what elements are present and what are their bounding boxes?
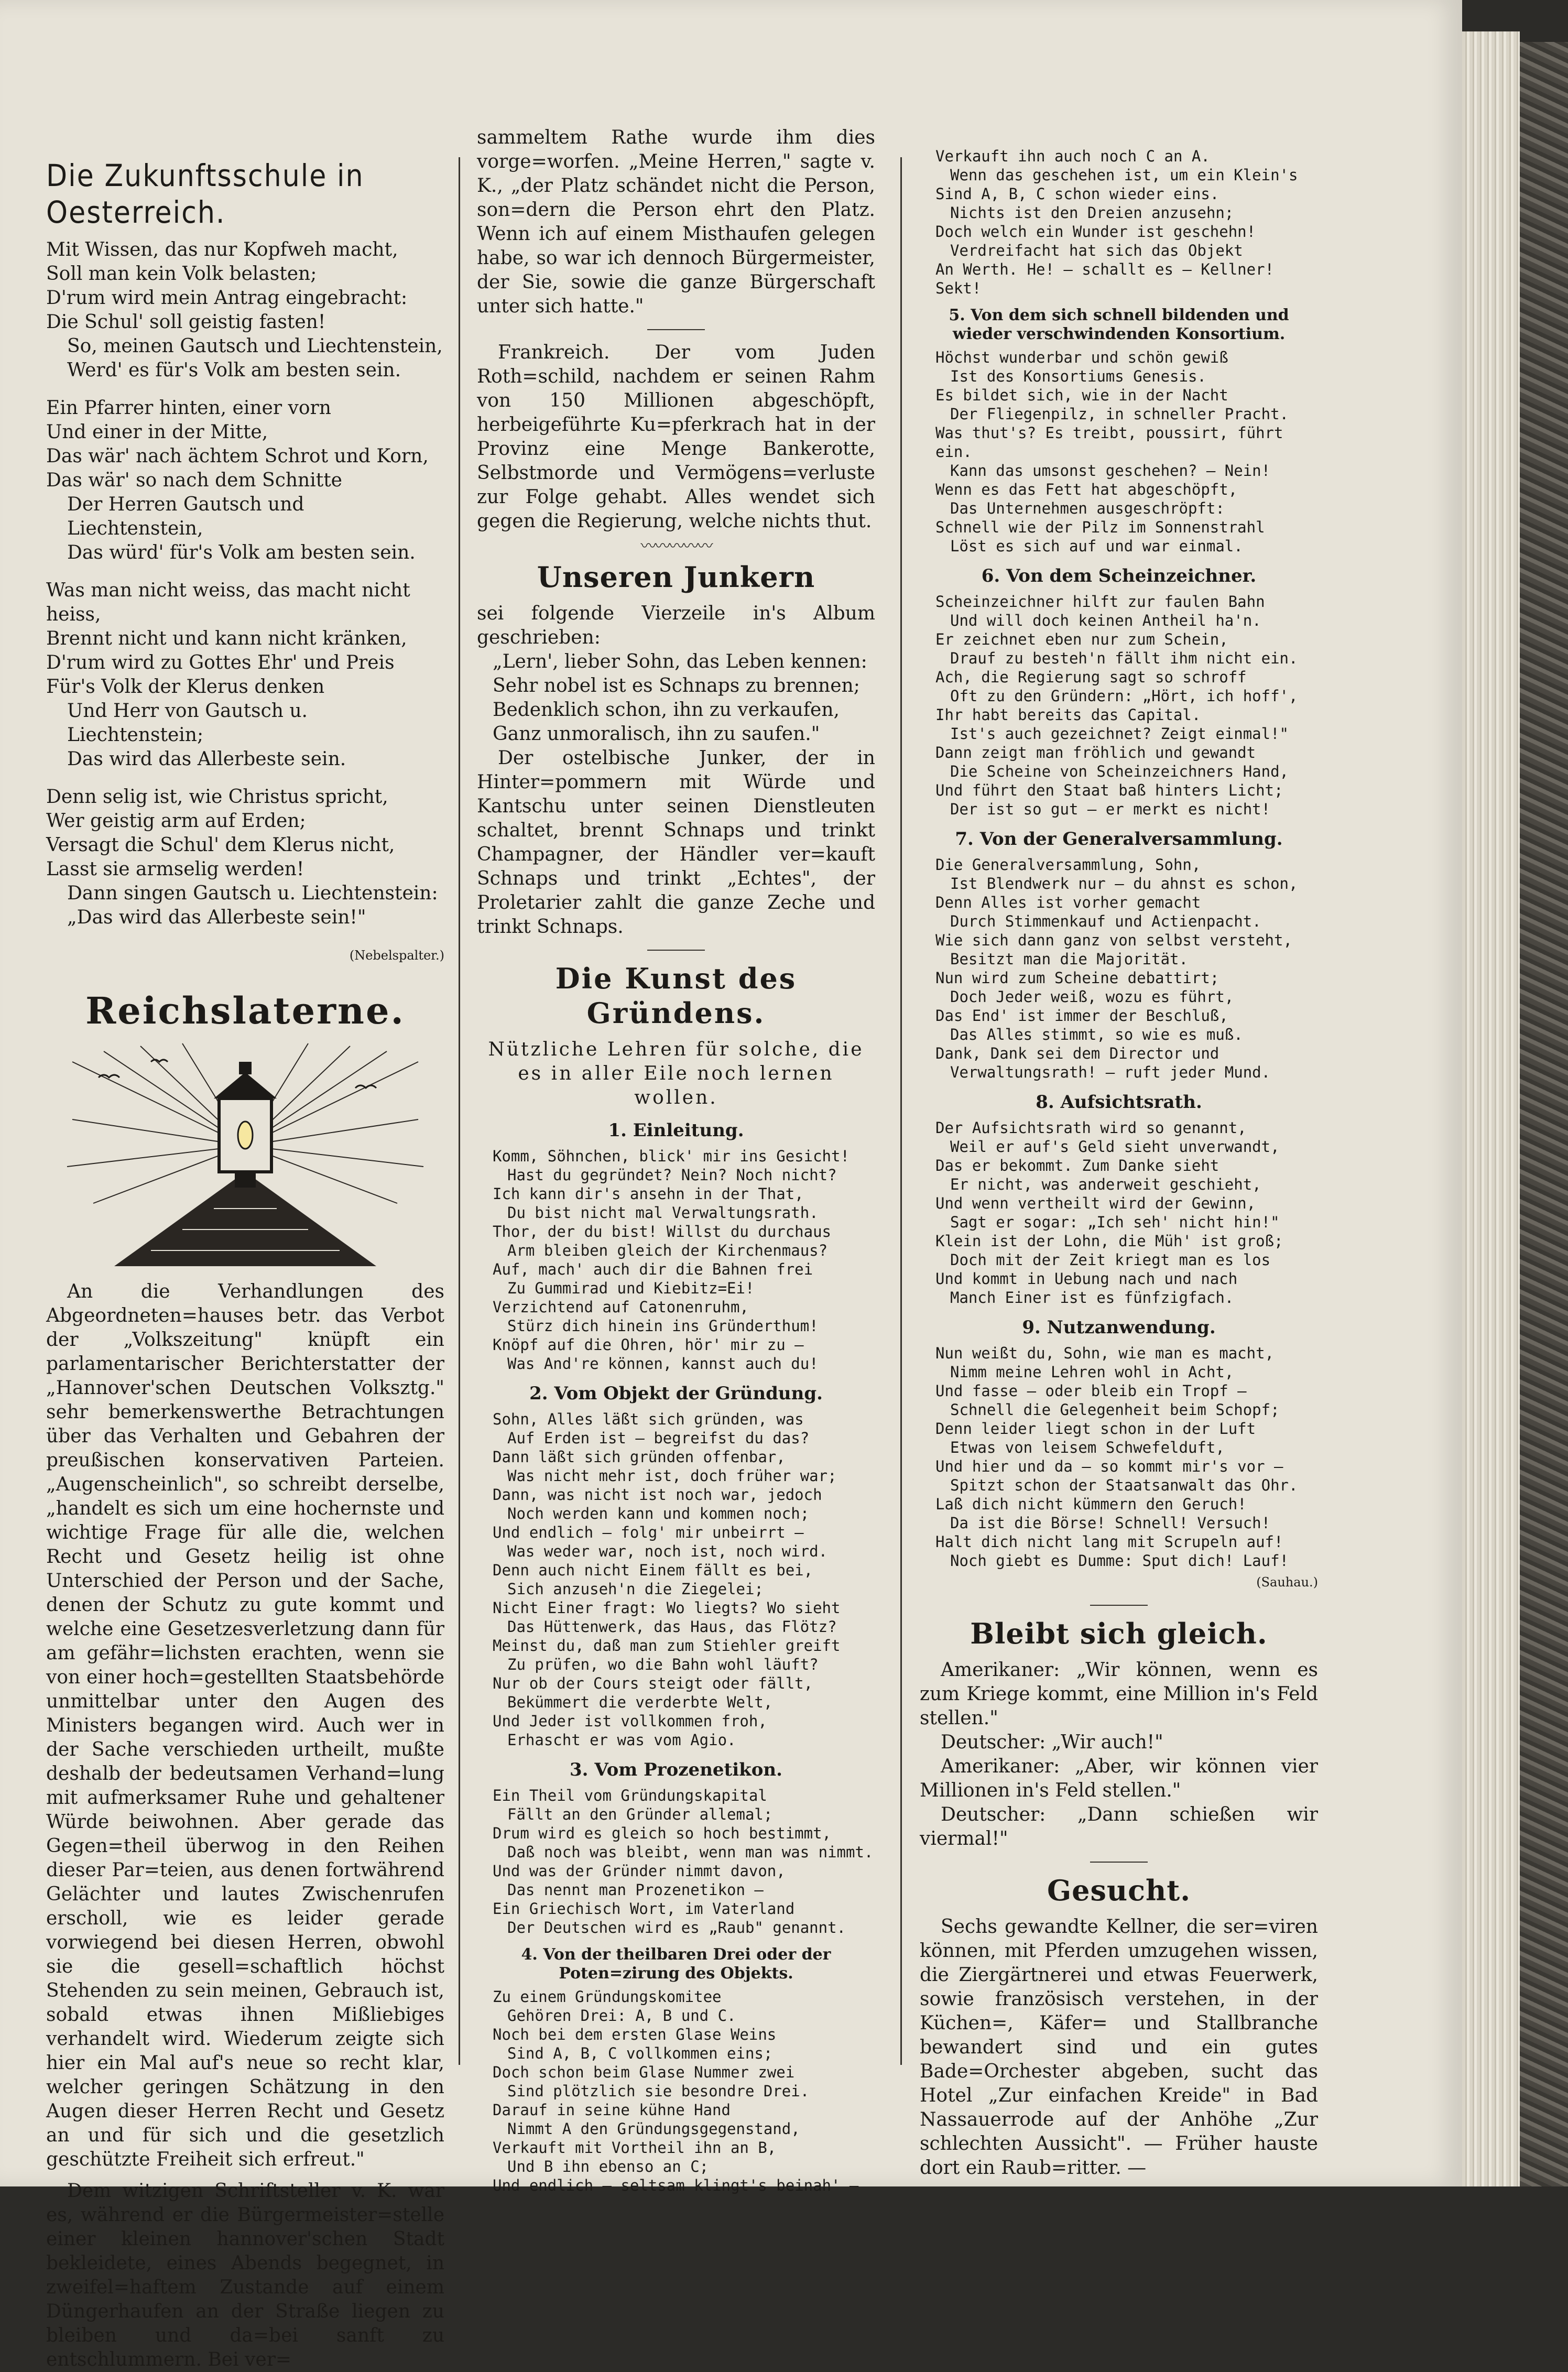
book-binding <box>1520 42 1568 2186</box>
verse-line: Und hier und da — so kommt mir's vor — <box>935 1457 1283 1475</box>
verse-line: Nun wird zum Scheine debattirt; <box>935 969 1219 987</box>
verse-line: Ein Theil vom Gründungskapital <box>493 1787 767 1804</box>
verse-line: Wie sich dann ganz von selbst versteht, <box>935 931 1292 949</box>
verse-theilbare-drei-cont <box>920 147 1318 298</box>
poem-stanza <box>46 238 444 383</box>
verse-einleitung <box>477 1147 875 1373</box>
verse-line: So, meinen Gautsch und Liechtenstein, <box>67 335 443 357</box>
separator <box>1090 1862 1148 1863</box>
verse-line: Nimm meine Lehren wohl in Acht, <box>950 1363 1234 1381</box>
verse-line: „Lern', lieber Sohn, das Leben kennen: <box>493 651 867 672</box>
verse-line: Scheinzeichner hilft zur faulen Bahn <box>935 593 1265 611</box>
verse-line: Soll man kein Volk belasten; <box>46 263 317 285</box>
junkern-intro: sei folgende Vierzeile in's Album geschrieben: <box>477 603 875 648</box>
column-3 <box>920 126 1318 2180</box>
verse-line: Thor, der du bist! Willst du durchaus <box>493 1223 832 1241</box>
section-title: 5. Von dem sich schnell bildenden und wieder verschwindenden Konsortium. <box>949 306 1289 343</box>
verse-line: Deutscher: „Wir auch!" <box>941 1732 1163 1753</box>
verse-line: Du bist nicht mal Verwaltungsrath. <box>507 1204 819 1222</box>
section-title: 2. Vom Objekt der Gründung. <box>529 1383 823 1404</box>
verse-line: Bedenklich schon, ihn zu verkaufen, <box>493 699 840 721</box>
headline-kunst-des-gruendens: Die Kunst des Gründens. <box>555 962 797 1030</box>
junkern-verse <box>477 650 875 746</box>
verse-nutzanwendung <box>920 1344 1318 1570</box>
verse-line: Der Fliegenpilz, in schneller Pracht. <box>950 405 1289 423</box>
verse-line: Das wär' so nach dem Schnitte <box>46 470 342 491</box>
verse-line: Das Hüttenwerk, das Haus, das Flötz? <box>507 1618 837 1636</box>
verse-line: Höchst wunderbar und schön gewiß <box>935 349 1228 366</box>
verse-line: Nimmt A den Gründungsgegenstand, <box>507 2120 800 2138</box>
verse-line: Und B ihn ebenso an C; <box>507 2158 709 2175</box>
verse-line: Oft zu den Gründern: „Hört, ich hoff', <box>950 687 1298 705</box>
verse-line: Amerikaner: „Aber, wir können vier Millionen in's Feld stellen." <box>920 1756 1318 1801</box>
verse-line: Erhascht er was vom Agio. <box>507 1731 736 1749</box>
verse-line: Schnell die Gelegenheit beim Schopf; <box>950 1401 1280 1419</box>
verse-scheinzeichner <box>920 592 1318 819</box>
verse-line: Drauf zu besteh'n fällt ihm nicht ein. <box>950 649 1298 667</box>
verse-line: Noch giebt es Dumme: Sput dich! Lauf! <box>950 1552 1289 1570</box>
column-1 <box>46 126 444 2372</box>
verse-line: Und führt den Staat baß hinters Licht; <box>935 781 1283 799</box>
verse-line: Und Herr von Gautsch u. Liechtenstein; <box>67 700 308 746</box>
verse-line: Ich kann dir's ansehn in der That, <box>493 1185 804 1203</box>
verse-line: Brennt nicht und kann nicht kränken, <box>46 628 407 649</box>
verse-line: Gehören Drei: A, B und C. <box>507 2007 736 2025</box>
verse-line: Der Aufsichtsrath wird so genannt, <box>935 1119 1247 1137</box>
verse-line: Es bildet sich, wie in der Nacht <box>935 386 1228 404</box>
verse-line: Sehr nobel ist es Schnaps zu brennen; <box>493 675 860 697</box>
verse-line: Sind A, B, C schon wieder eins. <box>935 185 1219 203</box>
article-gesucht: Sechs gewandte Kellner, die ser=viren können, mit Pferden umzugehen wissen, die Ziergärtnerei und etwas Feuerwerk, sowie französisch verstehen, in der Küchen=, Käfer= und Stallbranche bewandert sind und ein gutes Bade=Orchester abgeben, sucht das Hotel „Zur einfachen Kreide" in Bad Nassauerrode auf der Anhöhe „Zur schlechten Aussicht". — Früher hauste dort ein Raub=ritter. — <box>920 1916 1318 2179</box>
article-reichslaterne-p1: An die Verhandlungen des Abgeordneten=hauses betr. das Verbot der „Volkszeitung" knüpft ein parlamentarischer Berichterstatter der „Hannover'schen Deutschen Volksztg." sehr bemerkenswerthe Betrachtungen über das Verhalten und Gebahren der preußischen konservativen Parteien. „Augenscheinlich", so schreibt derselbe, „handelt es sich um eine hochernste und wichtige Frage für alle die, welchen Recht und Gesetz heilig ist ohne Unterschied der Person und der Sache, denen der Schutz zu gute kommt und welche eine Gesetzesverletzung dann für am gefähr=lichsten erachten, wenn sie von einer hoch=gestellten Staatsbehörde unmittelbar unter den Augen des Ministers begangen wird. Auch wer in der Sache verschieden urtheilt, mußte deshalb der bedeutsamen Verhand=lung mit aufmerksamer Ruhe und gehaltener Würde beiwohnen. Aber gerade das Gegen=theil überwog in den Reihen dieser Par=teien, aus denen fortwährend Gelächter und lautes Zwischenrufen erscholl, wie es leider gerade vorwiegend bei diesen Herren, obwohl sie die gesell=schaftlich höchst Stehenden zu sein meinen, Gebrauch ist, sobald etwas ihnen Mißliebiges verhandelt wird. Wiederum zeigte sich hier ein Mal auf's neue so recht klar, welcher geringen Schätzung in den Augen dieser Herren Recht und Gesetz an und für sich und die gesetzlich geschützte Freiheit sich erfreut." <box>46 1281 444 2170</box>
verse-line: Der Herren Gautsch und Liechtenstein, <box>67 494 304 539</box>
verse-line: Weil er auf's Geld sieht unverwandt, <box>950 1138 1280 1156</box>
separator <box>647 329 705 330</box>
verse-line: Klein ist der Lohn, die Müh' ist groß; <box>935 1232 1283 1250</box>
verse-line: Was weder war, noch ist, noch wird. <box>507 1542 828 1560</box>
verse-theilbare-drei <box>477 1987 875 2195</box>
verse-line: Dann, was nicht ist noch war, jedoch <box>493 1486 822 1504</box>
verse-aufsichtsrath <box>920 1118 1318 1307</box>
verse-line: An Werth. He! — schallt es — Kellner! Sekt! <box>935 260 1275 297</box>
verse-line: Das wär' nach ächtem Schrot und Korn, <box>46 445 429 467</box>
verse-line: Darauf in seine kühne Hand <box>493 2101 731 2119</box>
verse-line: Halt dich nicht lang mit Scrupeln auf! <box>935 1533 1283 1551</box>
verse-line: Meinst du, daß man zum Stiehler greift <box>493 1637 841 1655</box>
verse-generalversammlung <box>920 855 1318 1082</box>
verse-objekt <box>477 1410 875 1749</box>
verse-line: Und Jeder ist vollkommen froh, <box>493 1712 767 1730</box>
verse-line: Doch Jeder weiß, wozu es führt, <box>950 988 1234 1006</box>
verse-line: Und einer in der Mitte, <box>46 421 268 443</box>
article-continued: sammeltem Rathe wurde ihm dies vorge=worfen. „Meine Herren," sagte v. K., „der Platz schändet nicht die Person, son=dern die Person ehrt den Platz. Wenn ich auf einem Misthaufen gelegen habe, so war ich dennoch Bürgermeister, der Sie, sowie die ganze Bürgerschaft unter sich hatte." <box>477 127 875 317</box>
verse-line: Er zeichnet eben nur zum Schein, <box>935 630 1228 648</box>
article-reichslaterne-p2: Dem witzigen Schriftsteller v. K. war es, während er die Bürgermeister=stelle einer kleinen hannover'schen Stadt bekleidete, eines Abends begegnet, in zweifel=haftem Zustande auf einem Düngerhaufen an der Straße liegen zu bleiben und da=bei sanft zu entschlummern. Bei ver= <box>46 2180 444 2370</box>
separator <box>647 950 705 951</box>
verse-line: Verzichtend auf Catonenruhm, <box>493 1298 749 1316</box>
headline-gesucht: Gesucht. <box>1047 1874 1191 1907</box>
verse-line: Ein Pfarrer hinten, einer vorn <box>46 397 331 419</box>
verse-line: Er nicht, was anderweit geschieht, <box>950 1176 1261 1193</box>
kunst-subtitle: Nützliche Lehren für solche, die es in aller Eile noch lernen wollen. <box>488 1039 864 1108</box>
verse-line: Arm bleiben gleich der Kirchenmaus? <box>507 1242 828 1259</box>
source-credit: (Sauhau.) <box>1256 1575 1318 1590</box>
verse-line: Und endlich — folg' mir unbeirrt — <box>493 1524 804 1541</box>
headline-bleibt-sich-gleich: Bleibt sich gleich. <box>970 1617 1268 1650</box>
verse-line: Etwas von leisem Schwefelduft, <box>950 1439 1225 1456</box>
verse-line: Daß noch was bleibt, wenn man was nimmt. <box>507 1843 874 1861</box>
verse-line: Lasst sie armselig werden! <box>46 858 304 880</box>
source-credit: (Nebelspalter.) <box>349 948 444 963</box>
lantern-illustration <box>62 1041 429 1266</box>
headline-junkern: Unseren Junkern <box>537 560 815 594</box>
verse-line: Hast du gegründet? Nein? Noch nicht? <box>507 1166 837 1184</box>
verse-line: Was And're können, kannst auch du! <box>507 1355 819 1373</box>
poem-zukunftsschule <box>46 238 444 930</box>
verse-line: Dann zeigt man fröhlich und gewandt <box>935 744 1256 761</box>
verse-line: Nun weißt du, Sohn, wie man es macht, <box>935 1344 1275 1362</box>
poem-stanza <box>46 579 444 771</box>
section-title: 6. Von dem Scheinzeichner. <box>981 565 1257 586</box>
verse-line: Zu Gummirad und Kiebitz=Ei! <box>507 1279 755 1297</box>
verse-line: Werd' es für's Volk am besten sein. <box>67 360 401 381</box>
verse-line: Versagt die Schul' dem Klerus nicht, <box>46 834 395 856</box>
section-title: 4. Von der theilbaren Drei oder der Poten=zirung des Objekts. <box>521 1945 831 1983</box>
verse-line: Das würd' für's Volk am besten sein. <box>67 542 416 563</box>
verse-line: Ein Griechisch Wort, im Vaterland <box>493 1900 795 1918</box>
section-title: 1. Einleitung. <box>608 1120 744 1141</box>
verse-line: Das er bekommt. Zum Danke sieht <box>935 1157 1219 1174</box>
verse-line: Bekümmert die verderbte Welt, <box>507 1693 773 1711</box>
verse-line: Und fasse — oder bleib ein Tropf — <box>935 1382 1247 1400</box>
verse-line: Was thut's? Es treibt, poussirt, führt ein. <box>935 424 1283 461</box>
headline-reichslaterne: Reichslaterne. <box>85 989 405 1032</box>
verse-prozenetikon <box>477 1786 875 1937</box>
verse-line: Durch Stimmenkauf und Actienpacht. <box>950 912 1261 930</box>
verse-line: Da ist die Börse! Schnell! Versuch! <box>950 1514 1271 1532</box>
verse-line: Und endlich — seltsam klingt's beinah' — <box>493 2177 859 2194</box>
verse-line: Deutscher: „Dann schießen wir viermal!" <box>920 1804 1318 1849</box>
section-title: 9. Nutzanwendung. <box>1022 1317 1216 1338</box>
column-rule <box>459 157 460 2065</box>
verse-line: Sich anzuseh'n die Ziegelei; <box>507 1580 764 1598</box>
verse-line: Wenn das geschehen ist, um ein Klein's <box>950 166 1298 184</box>
verse-line: Ihr habt bereits das Capital. <box>935 706 1201 724</box>
verse-line: Noch bei dem ersten Glase Weins <box>493 2026 777 2043</box>
verse-line: Die Generalversammlung, Sohn, <box>935 856 1201 874</box>
ornament: 〰〰〰〰〰 <box>640 537 712 556</box>
verse-line: Denn selig ist, wie Christus spricht, <box>46 786 388 808</box>
verse-line: Das nennt man Prozenetikon — <box>507 1881 764 1899</box>
verse-line: Doch schon beim Glase Nummer zwei <box>493 2063 795 2081</box>
verse-line: Sind A, B, C vollkommen eins; <box>507 2044 773 2062</box>
verse-line: Und kommt in Uebung nach und nach <box>935 1270 1238 1288</box>
verse-line: D'rum wird mein Antrag eingebracht: <box>46 287 408 309</box>
verse-line: Spitzt schon der Staatsanwalt das Ohr. <box>950 1476 1298 1494</box>
section-title: 3. Vom Prozenetikon. <box>570 1759 782 1780</box>
verse-line: Fällt an den Gründer allemal; <box>507 1805 773 1823</box>
verse-line: Ist's auch gezeichnet? Zeigt einmal!" <box>950 725 1289 743</box>
poem-stanza <box>46 785 444 930</box>
verse-line: D'rum wird zu Gottes Ehr' und Preis <box>46 652 395 673</box>
separator <box>1090 1605 1148 1606</box>
section-title: 8. Aufsichtsrath. <box>1036 1092 1202 1113</box>
verse-line: Was nicht mehr ist, doch früher war; <box>507 1467 837 1485</box>
verse-line: Dann läßt sich gründen offenbar, <box>493 1448 786 1466</box>
verse-line: Sind plötzlich sie besondre Drei. <box>507 2082 810 2100</box>
verse-line: Sohn, Alles läßt sich gründen, was <box>493 1410 804 1428</box>
verse-konsortium <box>920 348 1318 556</box>
poem-stanza <box>46 396 444 565</box>
verse-line: Der Deutschen wird es „Raub" genannt. <box>507 1919 846 1936</box>
verse-line: Besitzt man die Majorität. <box>950 950 1188 968</box>
verse-line: Sagt er sogar: „Ich seh' nicht hin!" <box>950 1213 1280 1231</box>
headline-zukunftsschule: Die Zukunftsschule in Oesterreich. <box>46 158 364 230</box>
verse-line: Zu prüfen, wo die Bahn wohl läuft? <box>507 1656 819 1673</box>
verse-line: Mit Wissen, das nur Kopfweh macht, <box>46 239 398 260</box>
verse-line: Wenn es das Fett hat abgeschöpft, <box>935 481 1238 498</box>
verse-line: Stürz dich hinein ins Gründerthum! <box>507 1317 819 1335</box>
verse-line: Schnell wie der Pilz im Sonnenstrahl <box>935 518 1265 536</box>
verse-line: Laß dich nicht kümmern den Geruch! <box>935 1495 1247 1513</box>
verse-line: Zu einem Gründungskomitee <box>493 1988 722 2006</box>
verse-line: Das Unternehmen ausgeschröpft: <box>950 499 1225 517</box>
verse-line: Was man nicht weiss, das macht nicht heiss, <box>46 580 410 625</box>
verse-line: Noch werden kann und kommen noch; <box>507 1505 810 1522</box>
verse-line: Ach, die Regierung sagt so schroff <box>935 668 1247 686</box>
verse-line: Für's Volk der Klerus denken <box>46 676 325 698</box>
verse-line: Komm, Söhnchen, blick' mir ins Gesicht! <box>493 1147 850 1165</box>
verse-line: Ist Blendwerk nur — du ahnst es schon, <box>950 875 1298 893</box>
verse-line: Das wird das Allerbeste sein. <box>67 748 346 770</box>
column-rule <box>900 157 902 2065</box>
verse-line: Manch Einer ist es fünfzigfach. <box>950 1289 1234 1307</box>
verse-line: Doch welch ein Wunder ist geschehn! <box>935 223 1256 241</box>
verse-line: Verdreifacht hat sich das Objekt <box>950 242 1243 259</box>
verse-line: Denn auch nicht Einem fällt es bei, <box>493 1561 813 1579</box>
verse-line: Das End' ist immer der Beschluß, <box>935 1007 1228 1025</box>
verse-line: Denn Alles ist vorher gemacht <box>935 894 1201 911</box>
verse-line: Kann das umsonst geschehen? — Nein! <box>950 462 1271 480</box>
verse-line: Ist des Konsortiums Genesis. <box>950 367 1206 385</box>
verse-line: Verkauft ihn auch noch C an A. <box>935 147 1210 165</box>
verse-line: Verkauft mit Vortheil ihn an B, <box>493 2139 777 2157</box>
verse-line: Doch mit der Zeit kriegt man es los <box>950 1251 1271 1269</box>
verse-line: Die Scheine von Scheinzeichners Hand, <box>950 763 1289 780</box>
verse-line: Ganz unmoralisch, ihn zu saufen." <box>493 723 820 745</box>
verse-line: „Das wird das Allerbeste sein!" <box>67 907 366 928</box>
dialog-bleibt-sich-gleich <box>920 1658 1318 1851</box>
verse-line: Amerikaner: „Wir können, wenn es zum Kriege kommt, eine Million in's Feld stellen." <box>920 1659 1318 1729</box>
verse-line: Und was der Gründer nimmt davon, <box>493 1862 786 1880</box>
verse-line: Denn leider liegt schon in der Luft <box>935 1420 1256 1438</box>
column-2 <box>477 126 875 2195</box>
verse-line: Nur ob der Cours steigt oder fällt, <box>493 1674 813 1692</box>
verse-line: Die Schul' soll geistig fasten! <box>46 311 326 333</box>
verse-line: Auf, mach' auch dir die Bahnen frei <box>493 1260 813 1278</box>
article-frankreich: Frankreich. Der vom Juden Roth=schild, nachdem er seinen Rahm von 150 Millionen abgeschöpft, herbeigeführte Ku=pferkrach hat in der Provinz eine Menge Bankerotte, Selbstmorde und Vermögens=verluste zur Folge gehabt. Alles wendet sich gegen die Regierung, welche nichts thut. <box>477 342 875 532</box>
junkern-paragraph: Der ostelbische Junker, der in Hinter=pommern mit Würde und Kantschu unter seinen Dienstleuten schaltet, brennt Schnaps und trinkt Champagner, der Händler ver=kauft Schnaps und trinkt „Echtes", der Proletarier zahlt die ganze Zeche und trinkt Schnaps. <box>477 747 875 938</box>
section-title: 7. Von der Generalversammlung. <box>955 829 1283 850</box>
verse-line: Löst es sich auf und war einmal. <box>950 537 1243 555</box>
verse-line: Verwaltungsrath! — ruft jeder Mund. <box>950 1063 1271 1081</box>
verse-line: Drum wird es gleich so hoch bestimmt, <box>493 1824 832 1842</box>
verse-line: Und will doch keinen Antheil ha'n. <box>950 612 1261 629</box>
verse-line: Knöpf auf die Ohren, hör' mir zu — <box>493 1336 804 1354</box>
verse-line: Dank, Dank sei dem Director und <box>935 1044 1219 1062</box>
verse-line: Nichts ist den Dreien anzusehn; <box>950 204 1234 222</box>
verse-line: Auf Erden ist — begreifst du das? <box>507 1429 810 1447</box>
verse-line: Das Alles stimmt, so wie es muß. <box>950 1026 1243 1043</box>
verse-line: Und wenn vertheilt wird der Gewinn, <box>935 1194 1256 1212</box>
verse-line: Dann singen Gautsch u. Liechtenstein: <box>67 883 438 904</box>
page-edges <box>1462 31 1520 2186</box>
verse-line: Der ist so gut — er merkt es nicht! <box>950 800 1271 818</box>
verse-line: Nicht Einer fragt: Wo liegts? Wo sieht <box>493 1599 841 1617</box>
verse-line: Wer geistig arm auf Erden; <box>46 810 306 832</box>
